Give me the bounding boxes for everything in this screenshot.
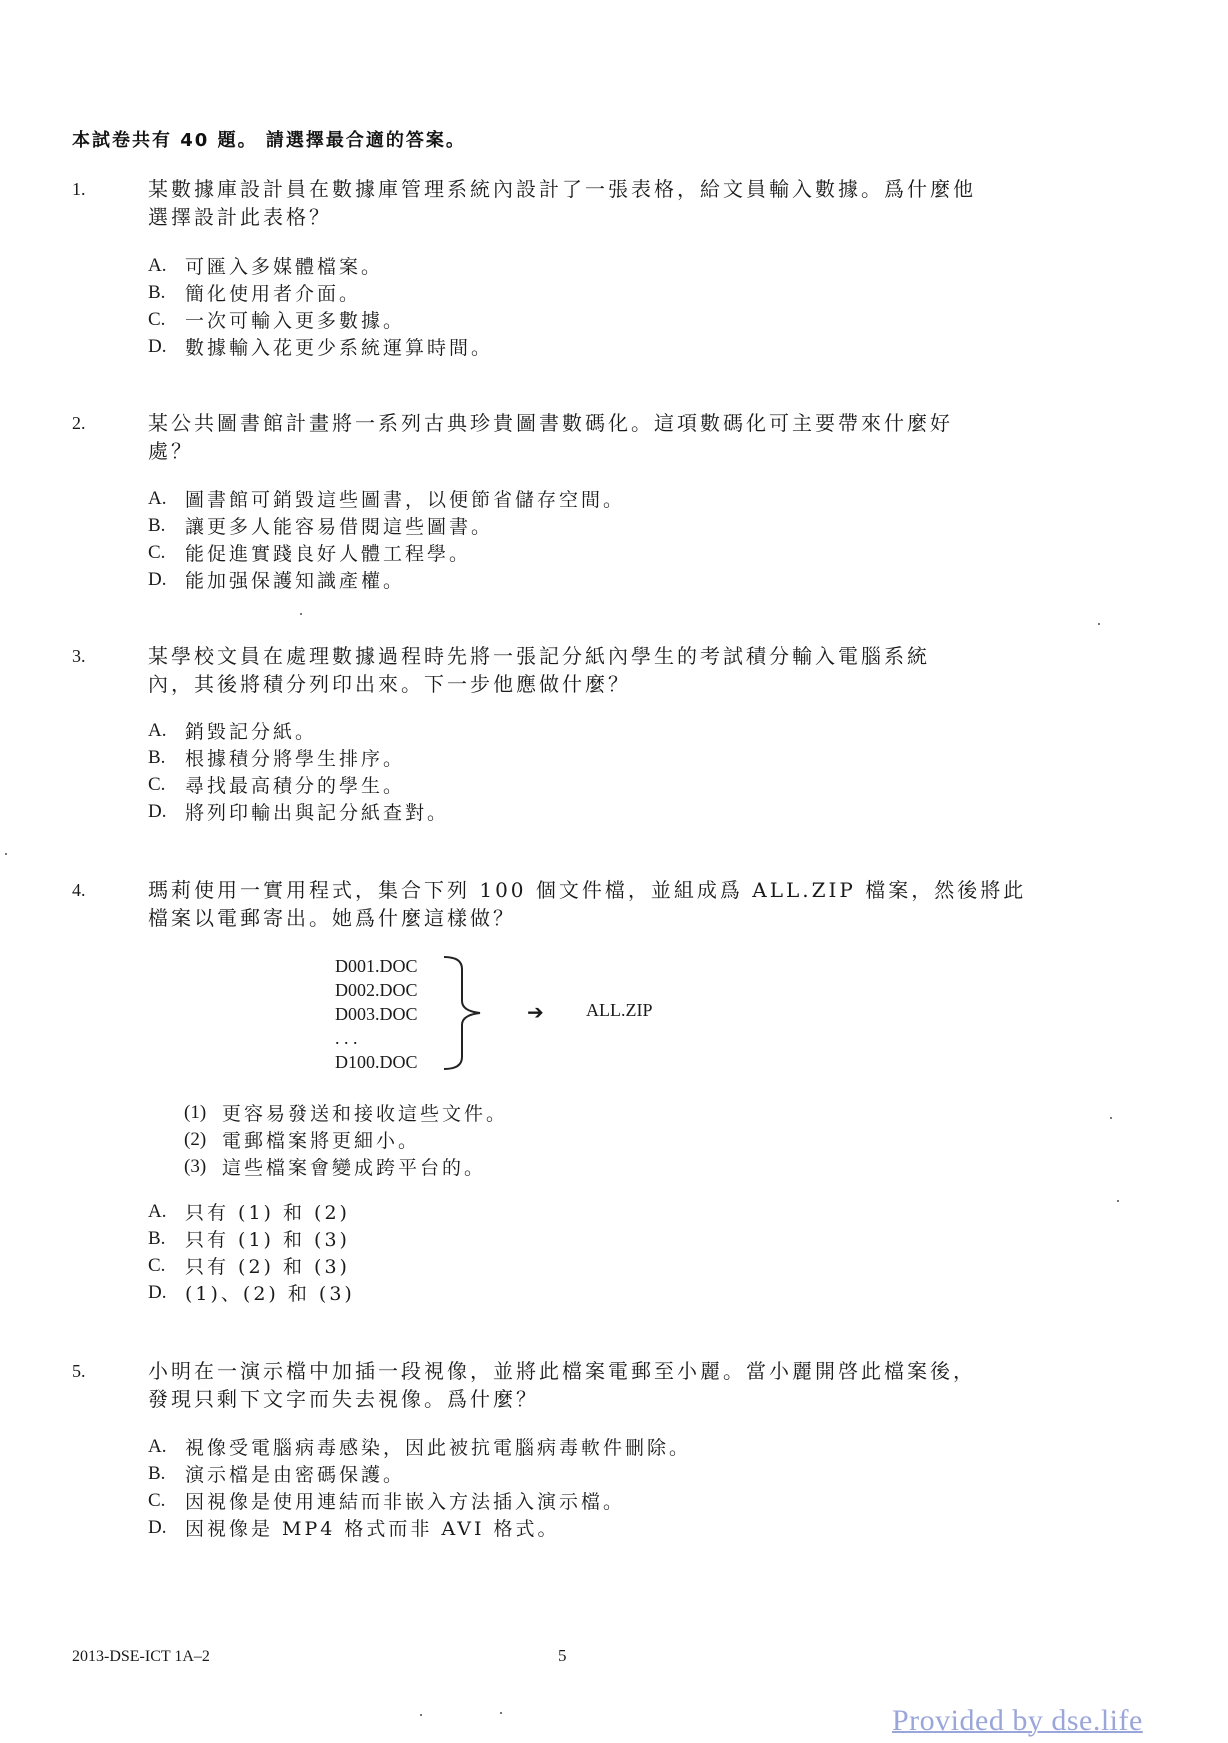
option-text: 因視像是 MP4 格式而非 AVI 格式。 bbox=[185, 1518, 560, 1540]
scan-speck bbox=[420, 1714, 422, 1716]
question-5-options bbox=[148, 1433, 691, 1541]
option-a bbox=[148, 1198, 355, 1225]
scan-speck bbox=[1110, 1117, 1112, 1119]
statement-item bbox=[184, 1153, 508, 1180]
question-number: 4. bbox=[72, 880, 86, 900]
question-text: 瑪莉使用一實用程式，集合下列 100 個文件檔，並組成爲 ALL.ZIP 檔案，然後將此 檔案以電郵寄出。她爲什麼這樣做？ bbox=[148, 878, 1027, 930]
option-letter: C. bbox=[148, 308, 166, 330]
option-letter: B. bbox=[148, 514, 166, 536]
option-b bbox=[148, 1225, 355, 1252]
option-text: 能促進實踐良好人體工程學。 bbox=[185, 543, 472, 565]
option-b bbox=[148, 279, 493, 306]
question-number: 1. bbox=[72, 179, 86, 199]
page-number: 5 bbox=[558, 1646, 567, 1665]
option-text: 只有 (1) 和 (3) bbox=[185, 1229, 350, 1251]
statement-text: 電郵檔案將更細小。 bbox=[222, 1130, 421, 1152]
option-text: 將列印輸出與記分紙查對。 bbox=[185, 802, 450, 824]
question-1-options bbox=[148, 252, 493, 360]
option-text: 根據積分將學生排序。 bbox=[185, 748, 406, 770]
option-text: 圖書館可銷毀這些圖書，以便節省儲存空間。 bbox=[185, 489, 626, 511]
question-text: 某數據庫設計員在數據庫管理系統內設計了一張表格，給文員輸入數據。爲什麼他 選擇設計此表格？ bbox=[148, 177, 976, 229]
option-letter: A. bbox=[148, 487, 167, 509]
option-text: 簡化使用者介面。 bbox=[185, 283, 362, 305]
option-text: 只有 (2) 和 (3) bbox=[185, 1256, 350, 1278]
option-b bbox=[148, 744, 449, 771]
statement-number: (2) bbox=[184, 1128, 207, 1150]
scan-speck bbox=[1098, 623, 1100, 625]
option-text: 因視像是使用連結而非嵌入方法插入演示檔。 bbox=[185, 1491, 626, 1513]
file-list bbox=[335, 954, 418, 1074]
scan-speck bbox=[1117, 1200, 1119, 1202]
option-c bbox=[148, 539, 625, 566]
arrow-right-icon: ➔ bbox=[527, 1000, 544, 1024]
exam-instruction: 本試卷共有 40 題。 請選擇最合適的答案。 bbox=[72, 130, 466, 151]
file-item: D001.DOC bbox=[335, 956, 418, 976]
curly-brace-icon bbox=[440, 955, 490, 1071]
statement-item bbox=[184, 1126, 508, 1153]
statement-number: (1) bbox=[184, 1101, 207, 1123]
file-item: D003.DOC bbox=[335, 1004, 418, 1024]
statement-list bbox=[184, 1099, 508, 1180]
option-letter: D. bbox=[148, 800, 167, 822]
question-2-options bbox=[148, 485, 625, 593]
file-item: D100.DOC bbox=[335, 1052, 418, 1072]
option-letter: C. bbox=[148, 1489, 166, 1511]
option-letter: A. bbox=[148, 1435, 167, 1457]
question-number: 5. bbox=[72, 1361, 86, 1381]
option-a bbox=[148, 485, 625, 512]
question-text: 某學校文員在處理數據過程時先將一張記分紙內學生的考試積分輸入電腦系統 內，其後將積分列印出來。下一步他應做什麼？ bbox=[148, 644, 930, 696]
option-b bbox=[148, 1460, 691, 1487]
option-text: (1)、(2) 和 (3) bbox=[185, 1283, 355, 1305]
option-letter: C. bbox=[148, 773, 166, 795]
question-number: 3. bbox=[72, 646, 86, 666]
option-letter: D. bbox=[148, 1516, 167, 1538]
option-text: 尋找最高積分的學生。 bbox=[185, 775, 406, 797]
option-text: 數據輸入花更少系統運算時間。 bbox=[185, 337, 494, 359]
option-d bbox=[148, 333, 493, 360]
scan-speck bbox=[5, 853, 7, 855]
option-d bbox=[148, 566, 625, 593]
option-letter: B. bbox=[148, 1462, 166, 1484]
option-letter: A. bbox=[148, 719, 167, 741]
option-text: 可匯入多媒體檔案。 bbox=[185, 256, 384, 278]
zip-file-name: ALL.ZIP bbox=[586, 1000, 653, 1020]
option-text: 銷毀記分紙。 bbox=[185, 721, 318, 743]
option-a bbox=[148, 717, 449, 744]
option-text: 能加强保護知識產權。 bbox=[185, 570, 406, 592]
question-number: 2. bbox=[72, 413, 86, 433]
option-text: 視像受電腦病毒感染，因此被抗電腦病毒軟件刪除。 bbox=[185, 1437, 692, 1459]
scan-speck bbox=[500, 1712, 502, 1714]
option-text: 讓更多人能容易借閱這些圖書。 bbox=[185, 516, 494, 538]
exam-code: 2013-DSE-ICT 1A–2 bbox=[72, 1648, 210, 1665]
option-text: 只有 (1) 和 (2) bbox=[185, 1202, 350, 1224]
statement-item bbox=[184, 1099, 508, 1126]
statement-number: (3) bbox=[184, 1155, 207, 1177]
question-text: 某公共圖書館計畫將一系列古典珍貴圖書數碼化。這項數碼化可主要帶來什麼好 處？ bbox=[148, 411, 953, 463]
option-letter: D. bbox=[148, 568, 167, 590]
question-3-options bbox=[148, 717, 449, 825]
option-d bbox=[148, 1279, 355, 1306]
option-letter: B. bbox=[148, 1227, 166, 1249]
option-letter: A. bbox=[148, 1200, 167, 1222]
option-letter: A. bbox=[148, 254, 167, 276]
statement-text: 更容易發送和接收這些文件。 bbox=[222, 1103, 509, 1125]
option-letter: B. bbox=[148, 746, 166, 768]
option-d bbox=[148, 1514, 691, 1541]
option-a bbox=[148, 252, 493, 279]
watermark-link[interactable]: Provided by dse.life bbox=[892, 1704, 1143, 1737]
option-letter: B. bbox=[148, 281, 166, 303]
file-item: D002.DOC bbox=[335, 980, 418, 1000]
statement-text: 這些檔案會變成跨平台的。 bbox=[222, 1157, 487, 1179]
option-letter: C. bbox=[148, 541, 166, 563]
option-letter: C. bbox=[148, 1254, 166, 1276]
option-c bbox=[148, 1487, 691, 1514]
question-4-options bbox=[148, 1198, 355, 1306]
option-letter: D. bbox=[148, 1281, 167, 1303]
option-d bbox=[148, 798, 449, 825]
option-c bbox=[148, 771, 449, 798]
file-ellipsis: . . . bbox=[335, 1028, 358, 1048]
option-text: 演示檔是由密碼保護。 bbox=[185, 1464, 406, 1486]
option-b bbox=[148, 512, 625, 539]
option-c bbox=[148, 1252, 355, 1279]
option-a bbox=[148, 1433, 691, 1460]
option-letter: D. bbox=[148, 335, 167, 357]
option-c bbox=[148, 306, 493, 333]
question-text: 小明在一演示檔中加插一段視像，並將此檔案電郵至小麗。當小麗開啓此檔案後， 發現只剩下文字而失去視像。爲什麼？ bbox=[148, 1359, 976, 1411]
scan-speck bbox=[300, 613, 302, 615]
option-text: 一次可輸入更多數據。 bbox=[185, 310, 406, 332]
